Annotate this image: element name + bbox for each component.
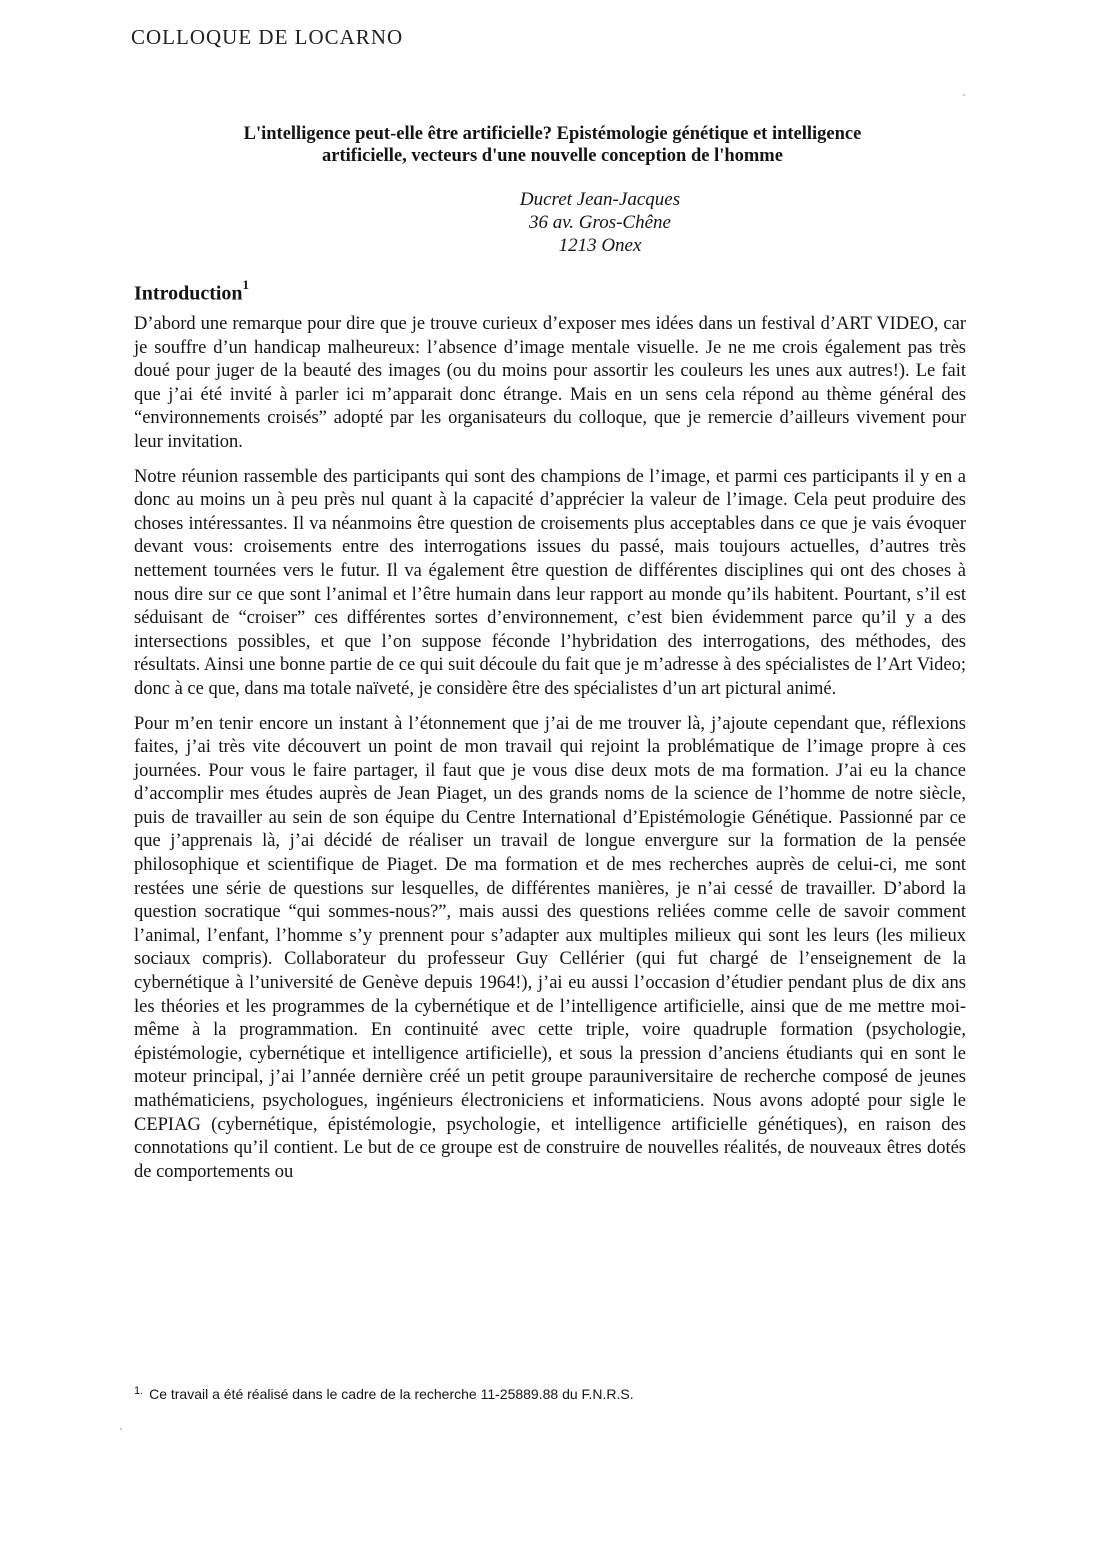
footnote-text: Ce travail a été réalisé dans le cadre de la recherche 11-25889.88 du F.N.R.S.: [149, 1386, 634, 1402]
paragraph: D’abord une remarque pour dire que je trouve curieux d’exposer mes idées dans un festival d’ART VIDEO, car je souffre d’un handicap malheureux: l’absence d’image mentale visuelle. Je ne me crois également pas très doué pour juger de la beauté des images (ou du moins pour assortir les couleurs les unes aux autres!). Le fait que j’ai été invité à parler ici m’apparait donc étrange. Mais en un sens cela répond au thème général des “environnements croisés” adopté par les organisateurs du colloque, que je remercie d’ailleurs vivement pour leur invitation.: [134, 314, 966, 452]
author-name: Ducret Jean-Jacques: [519, 189, 681, 210]
footnote-reference: 1: [242, 277, 250, 292]
author-city: 1213 Onex: [558, 235, 642, 256]
author-street: 36 av. Gros-Chêne: [529, 212, 671, 233]
scan-speck: [120, 1428, 122, 1430]
scan-speck: [963, 94, 965, 96]
title-line-2: artificielle, vecteurs d'une nouvelle conception de l'homme: [322, 146, 783, 166]
body-text: [134, 313, 966, 1195]
article-title: [135, 123, 970, 167]
paragraph: Pour m’en tenir encore un instant à l’étonnement que j’ai de me trouver là, j’ajoute cependant que, réflexions faites, j’ai très vite découvert un point de mon travail qui rejoint la problématique de l’image propre à ces journées. Pour vous le faire partager, il faut que je vous dise deux mots de ma formation. J’ai eu la chance d’accomplir mes études auprès de Jean Piaget, un des grands noms de la science de l’homme de notre siècle, puis de travailler au sein de son équipe du Centre International d’Epistémologie Génétique. Passionné par ce que j’apprenais là, j’ai décidé de réaliser un travail de longue envergure sur la formation de la pensée philosophique et scientifique de Piaget. De ma formation et de mes recherches auprès de celui-ci, me sont restées une série de questions sur lesquelles, de différentes manières, je n’ai cessé de travailler. D’abord la question socratique “qui sommes-nous?”, mais aussi des questions reliées comme celle de savoir comment l’animal, l’enfant, l’homme s’y prennent pour s’adapter aux multiples milieux qui sont les leurs (les milieux sociaux compris). Collaborateur du professeur Guy Cellérier (qui fut chargé de l’enseignement de la cybernétique à l’université de Genève depuis 1964!), j’ai eu aussi l’occasion d’étudier pendant plus de dix ans les théories et les programmes de la cybernétique et de l’intelligence artificielle, ainsi que de me mettre moi-même à la programmation. En continuité avec cette triple, voire quadruple formation (psychologie, épistémologie, cybernétique et intelligence artificielle), et sous la pression d’anciens étudiants qui en sont le moteur principal, j’ai l’année dernière créé un petit groupe parauniversitaire de recherche composé de jeunes mathématiciens, psychologues, ingénieurs électroniciens et informaticiens. Nous avons adopté pour sigle le CEPIAG (cybernétique, épistémologie, psychologie, et intelligence artificielle génétiques), en raison des connotations qu’il contient. Le but de ce groupe est de construire de nouvelles réalités, de nouveaux êtres dotés de comportements ou: [134, 713, 966, 1182]
section-heading: [134, 277, 250, 306]
author-block: [400, 188, 800, 257]
footnote-mark: 1.: [134, 1385, 144, 1397]
paragraph: Notre réunion rassemble des participants qui sont des champions de l’image, et parmi ces participants il y en a donc au moins un à peu près nul quant à la capacité d’apprécier la valeur de l’image. Cela peut produire des choses intéressantes. Il va néanmoins être question de croisements plus acceptables dans ce que je vais évoquer devant vous: croisements entre des interrogations issues du passé, mais toujours actuelles, d’autres très nettement tournées vers le futur. Il va également être question de différentes disciplines qui ont des choses à nous dire sur ce que sont l’animal et l’être humain dans leur rapport au monde qu’ils habitent. Pourtant, s’il est séduisant de “croiser” ces différentes sortes d’environnement, c’est bien évidemment parce qu’il y a des intersections possibles, et que l’on suppose féconde l’hybridation des interrogations, des méthodes, des résultats. Ainsi une bonne partie de ce qui suit découle du fait que je m’adresse à des spécialistes de l’Art Video; donc à ce que, dans ma totale naïveté, je considère être des spécialistes d’un art pictural animé.: [134, 466, 966, 699]
section-heading-text: Introduction: [134, 282, 243, 305]
title-line-1: L'intelligence peut-elle être artificielle? Epistémologie génétique et intelligence: [243, 124, 862, 144]
running-header: COLLOQUE DE LOCARNO: [131, 25, 404, 49]
footnote: [134, 1386, 634, 1402]
